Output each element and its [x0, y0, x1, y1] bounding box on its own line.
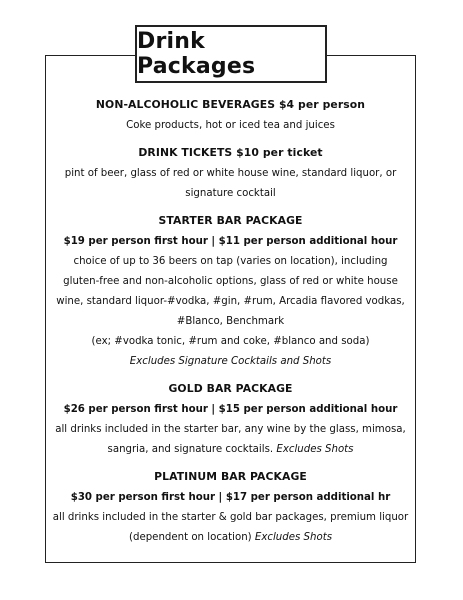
drink-tickets-heading: DRINK TICKETS $10 per ticket: [138, 146, 323, 159]
gold-description-2: [46, 440, 415, 460]
starter-description-2: gluten-free and non-alcoholic options, glass of red or white house: [63, 276, 398, 287]
starter-description-3: wine, standard liquor-#vodka, #gin, #rum, Arcadia flavored vodkas,: [56, 296, 405, 307]
section-platinum: [46, 466, 415, 548]
gold-description-1: all drinks included in the starter bar, any wine by the glass, mimosa,: [55, 424, 406, 435]
starter-note: [46, 352, 415, 372]
page-title: Drink Packages: [137, 29, 256, 79]
platinum-description-2-text: (dependent on location): [129, 532, 252, 543]
starter-description-1: choice of up to 36 beers on tap (varies on location), including: [73, 256, 388, 267]
section-gold: [46, 378, 415, 460]
title-box: [135, 25, 327, 83]
platinum-description-2: [46, 528, 415, 548]
starter-description-4: #Blanco, Benchmark: [176, 316, 285, 327]
gold-note: Excludes Shots: [276, 444, 354, 455]
drink-tickets-description-2: signature cocktail: [185, 188, 276, 199]
platinum-heading: PLATINUM BAR PACKAGE: [154, 470, 307, 483]
starter-note-text: Excludes Signature Cocktails and Shots: [129, 356, 332, 367]
starter-heading: STARTER BAR PACKAGE: [158, 214, 303, 227]
non-alcoholic-heading: NON-ALCOHOLIC BEVERAGES $4 per person: [95, 98, 366, 111]
gold-price: $26 per person first hour | $15 per person additional hour: [63, 404, 398, 415]
platinum-note: Excludes Shots: [254, 532, 332, 543]
starter-description-5: (ex; #vodka tonic, #rum and coke, #blanco and soda): [91, 336, 370, 347]
drink-tickets-description-1: pint of beer, glass of red or white house wine, standard liquor, or: [64, 168, 397, 179]
section-starter: [46, 210, 415, 372]
section-drink-tickets: [46, 142, 415, 204]
starter-price: $19 per person first hour | $11 per person additional hour: [63, 236, 398, 247]
non-alcoholic-description: Coke products, hot or iced tea and juices: [126, 120, 335, 131]
section-non-alcoholic: [46, 94, 415, 136]
menu-content: [46, 94, 415, 548]
platinum-price: $30 per person first hour | $17 per person additional hr: [70, 492, 391, 503]
gold-description-2-text: sangria, and signature cocktails.: [107, 444, 274, 455]
gold-heading: GOLD BAR PACKAGE: [168, 382, 293, 395]
platinum-description-1: all drinks included in the starter & gold bar packages, premium liquor: [52, 512, 409, 523]
